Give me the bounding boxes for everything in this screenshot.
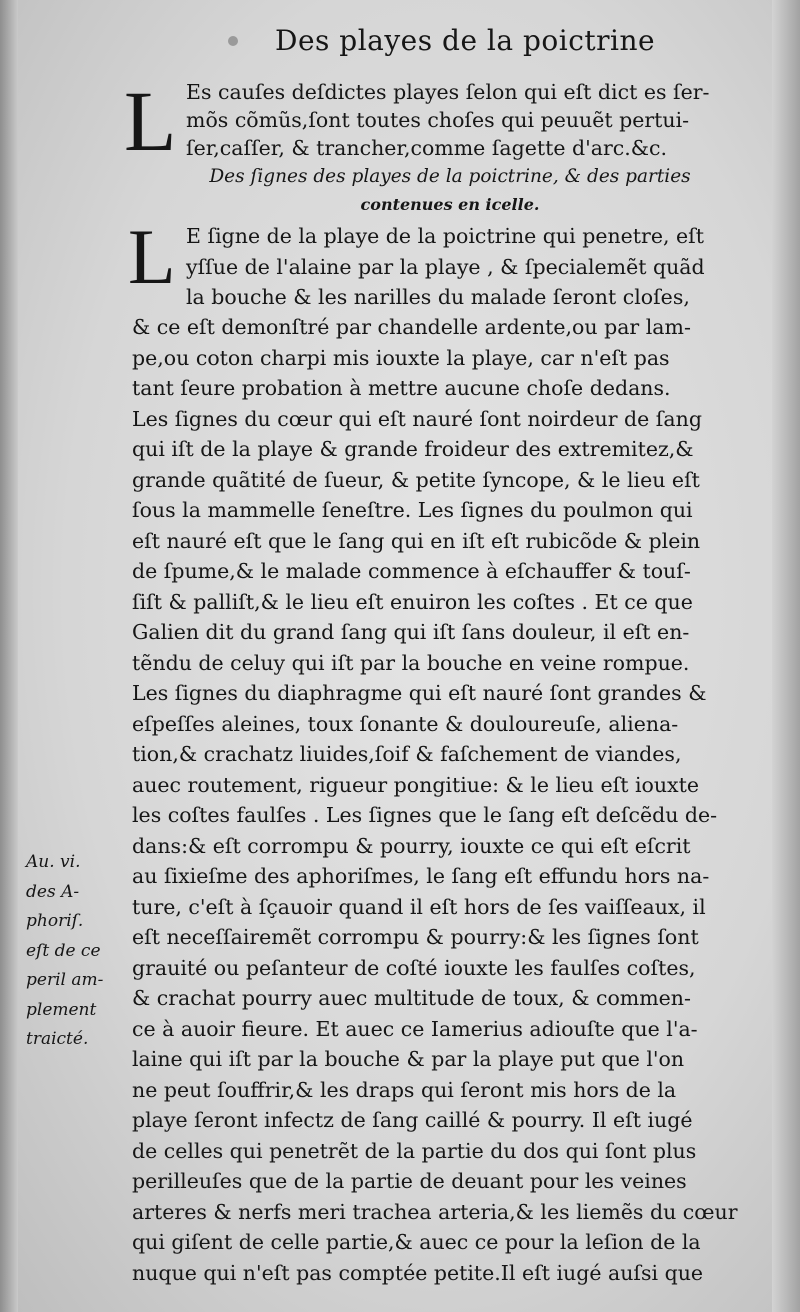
marginal-note-line: Au. vi.: [26, 852, 81, 872]
marginal-note-line: traicté.: [26, 1029, 89, 1049]
ink-blot: [228, 36, 238, 46]
text-line: tant ſeure probation à mettre aucune choſe dedans.: [132, 376, 671, 400]
text-line: Galien dit du grand ſang qui iſt ſans douleur, il eſt en-: [132, 620, 690, 644]
text-line: ſer,caſſer, & trancher,comme ſagette d'arc.&c.: [186, 136, 668, 160]
text-line: auec routement, rigueur pongitiue: & le lieu eſt iouxte: [132, 772, 699, 797]
page-edge-shadow: [772, 0, 800, 1312]
marginal-note-line: plement: [26, 999, 97, 1020]
running-title: Des playes de la poictrine: [275, 24, 656, 57]
marginal-note-line: eſt de ce: [26, 940, 101, 961]
marginal-note-line: phoriſ.: [26, 911, 84, 931]
text-line: qui giſent de celle partie,& auec ce pour la leſion de la: [132, 1230, 701, 1254]
text-line: arteres & nerfs meri trachea arteria,& les liemẽs du cœur: [132, 1199, 738, 1224]
text-line: mõs cõmũs,ſont toutes choſes qui peuuẽt pertui-: [186, 108, 690, 132]
text-line: au ſixieſme des aphoriſmes, le ſang eſt effundu hors na-: [132, 864, 710, 888]
text-line: de celles qui penetrẽt de la partie du dos qui ſont plus: [132, 1138, 697, 1163]
text-line: ne peut ſouffrir,& les draps qui ſeront mis hors de la: [132, 1077, 677, 1102]
text-line: eſpeſſes aleines, toux ſonante & douloureuſe, aliena-: [132, 711, 679, 736]
text-line: tẽndu de celuy qui iſt par la bouche en veine rompue.: [132, 650, 690, 675]
text-line: & ce eſt demonſtré par chandelle ardente,ou par lam-: [132, 315, 691, 339]
text-line: E ſigne de la playe de la poictrine qui penetre, eſt: [186, 224, 704, 248]
drop-cap-1: L: [124, 73, 177, 169]
text-line: grande quãtité de ſueur, & petite ſyncope, & le lieu eſt: [132, 467, 700, 492]
text-line: dans:& eſt corrompu & pourry, iouxte ce qui eſt eſcrit: [132, 833, 691, 858]
page-gutter-shadow: [0, 0, 18, 1312]
text-line: grauité ou peſanteur de coſté iouxte les faulſes coſtes,: [132, 955, 696, 980]
text-line: Les ſignes du cœur qui eſt nauré ſont noirdeur de ſang: [132, 406, 702, 431]
text-line: qui iſt de la playe & grande froideur des extremitez,&: [132, 437, 694, 461]
text-line: ture, c'eſt à ſçauoir quand il eſt hors de ſes vaiſſeaux, il: [132, 894, 706, 919]
text-line: ſiſt & palliſt,& le lieu eſt enuiron les coſtes . Et ce que: [132, 589, 693, 614]
drop-cap-2: L: [128, 213, 176, 300]
text-line: perilleuſes que de la partie de deuant pour les veines: [132, 1169, 687, 1193]
marginal-note-line: des A-: [26, 881, 80, 902]
text-line: ce à auoir fieure. Et auec ce Iamerius adiouſte que l'a-: [132, 1016, 698, 1041]
text-line: Les ſignes du diaphragme qui eſt nauré ſont grandes &: [132, 681, 707, 705]
text-line: la bouche & les narilles du malade ſeront cloſes,: [186, 285, 690, 309]
text-line: & crachat pourry auec multitude de toux, & commen-: [132, 986, 691, 1010]
text-line: de ſpume,& le malade commence à eſchauffer & touſ-: [132, 559, 691, 583]
text-line: les coſtes faulſes . Les ſignes que le ſang eſt deſcẽdu de-: [132, 803, 718, 827]
marginal-note-line: peril am-: [26, 970, 104, 990]
text-line: laine qui iſt par la bouche & par la playe put que l'on: [132, 1047, 685, 1071]
section-heading: Des ſignes des playes de la poictrine, & des parties: [209, 166, 691, 187]
text-line: playe ſeront infectz de ſang caillé & pourry. Il eſt iugé: [132, 1108, 693, 1132]
text-line: tion,& crachatz liuides,ſoif & faſchement de viandes,: [132, 742, 682, 766]
section-heading-cont: contenues en icelle.: [360, 195, 540, 214]
text-line: nuque qui n'eſt pas comptée petite.Il eſt iugé auſsi que: [132, 1260, 704, 1285]
text-line: eſt nauré eſt que le ſang qui en iſt eſt rubicõde & plein: [132, 528, 701, 553]
text-line: Es cauſes deſdictes playes ſelon qui eſt dict es ſer-: [186, 80, 710, 104]
text-line: ſous la mammelle ſeneſtre. Les ſignes du poulmon qui: [132, 498, 693, 522]
text-line: eſt neceſſairemẽt corrompu & pourry:& les ſignes ſont: [132, 925, 699, 949]
text-line: pe,ou coton charpi mis iouxte la playe, car n'eſt pas: [132, 345, 670, 370]
text-line: yſſue de l'alaine par la playe , & ſpecialemẽt quãd: [186, 255, 705, 279]
